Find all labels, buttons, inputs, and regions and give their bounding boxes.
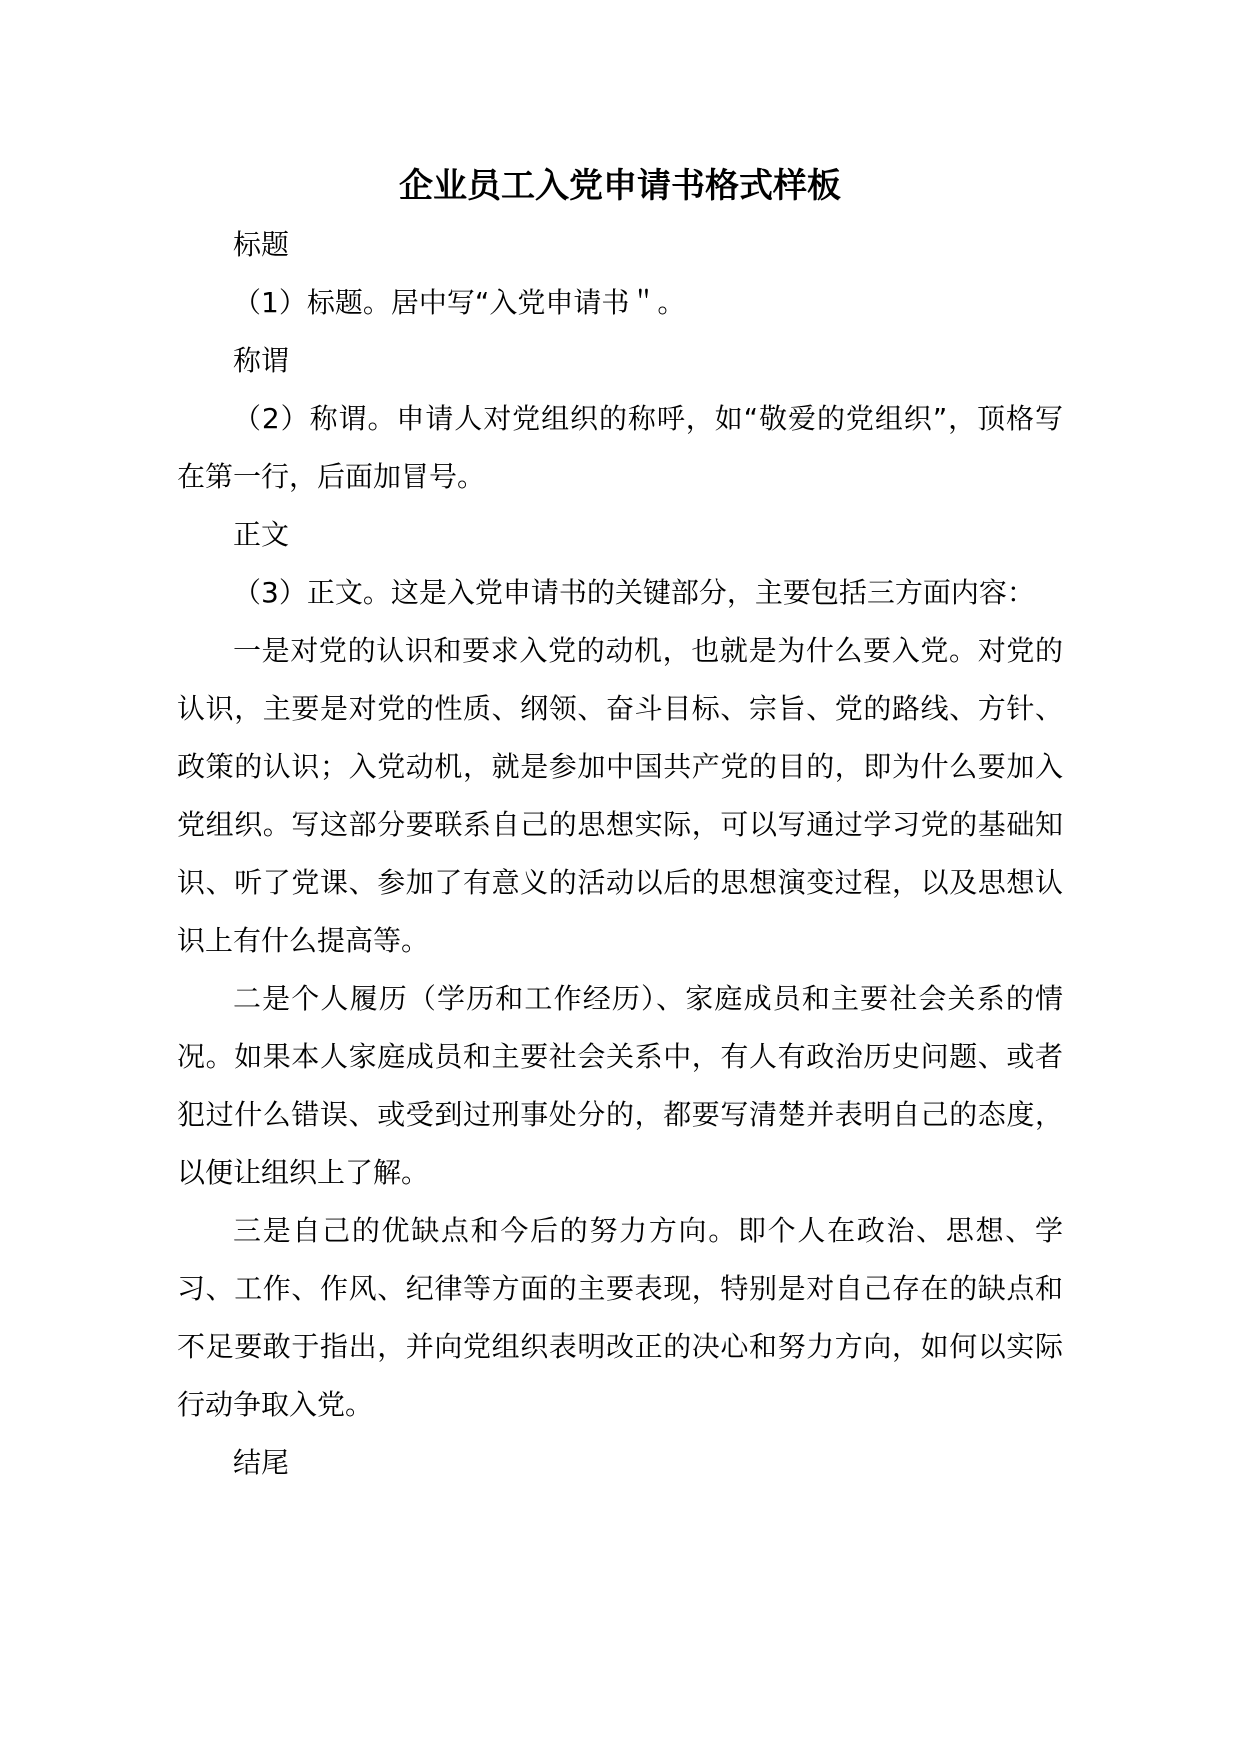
paragraph-point-one: 一是对党的认识和要求入党的动机，也就是为什么要入党。对党的认识，主要是对党的性质、纲领、奋斗目标、宗旨、党的路线、方针、政策的认识；入党动机，就是参加中国共产党的目的，即为什么要加入党组织。写这部分要联系自己的思想实际，可以写通过学习党的基础知识、听了党课、参加了有意义的活动以后的思想演变过程，以及思想认识上有什么提高等。: [177, 634, 1063, 957]
document-body: [177, 216, 1063, 1492]
paragraph-salutation-instruction: （2）称谓。申请人对党组织的称呼，如“敬爱的党组织”，顶格写在第一行，后面加冒号。: [177, 402, 1063, 493]
document-title: 企业员工入党申请书格式样板: [399, 166, 841, 206]
paragraph-title-instruction: （1）标题。居中写“入党申请书＂。: [233, 286, 686, 319]
paragraph-point-three: 三是自己的优缺点和今后的努力方向。即个人在政治、思想、学习、工作、作风、纪律等方面的主要表现，特别是对自己存在的缺点和不足要敢于指出，并向党组织表明改正的决心和努力方向，如何以实际行动争取入党。: [177, 1214, 1063, 1421]
heading-title-label: 标题: [233, 228, 290, 261]
heading-salutation-label: 称谓: [233, 344, 290, 377]
heading-body-label: 正文: [233, 518, 290, 551]
heading-ending-label: 结尾: [233, 1446, 290, 1479]
paragraph-body-instruction: （3）正文。这是入党申请书的关键部分，主要包括三方面内容：: [233, 576, 1035, 609]
paragraph-point-two: 二是个人履历（学历和工作经历）、家庭成员和主要社会关系的情况。如果本人家庭成员和主要社会关系中，有人有政治历史问题、或者犯过什么错误、或受到过刑事处分的，都要写清楚并表明自己的态度，以便让组织上了解。: [177, 982, 1063, 1189]
